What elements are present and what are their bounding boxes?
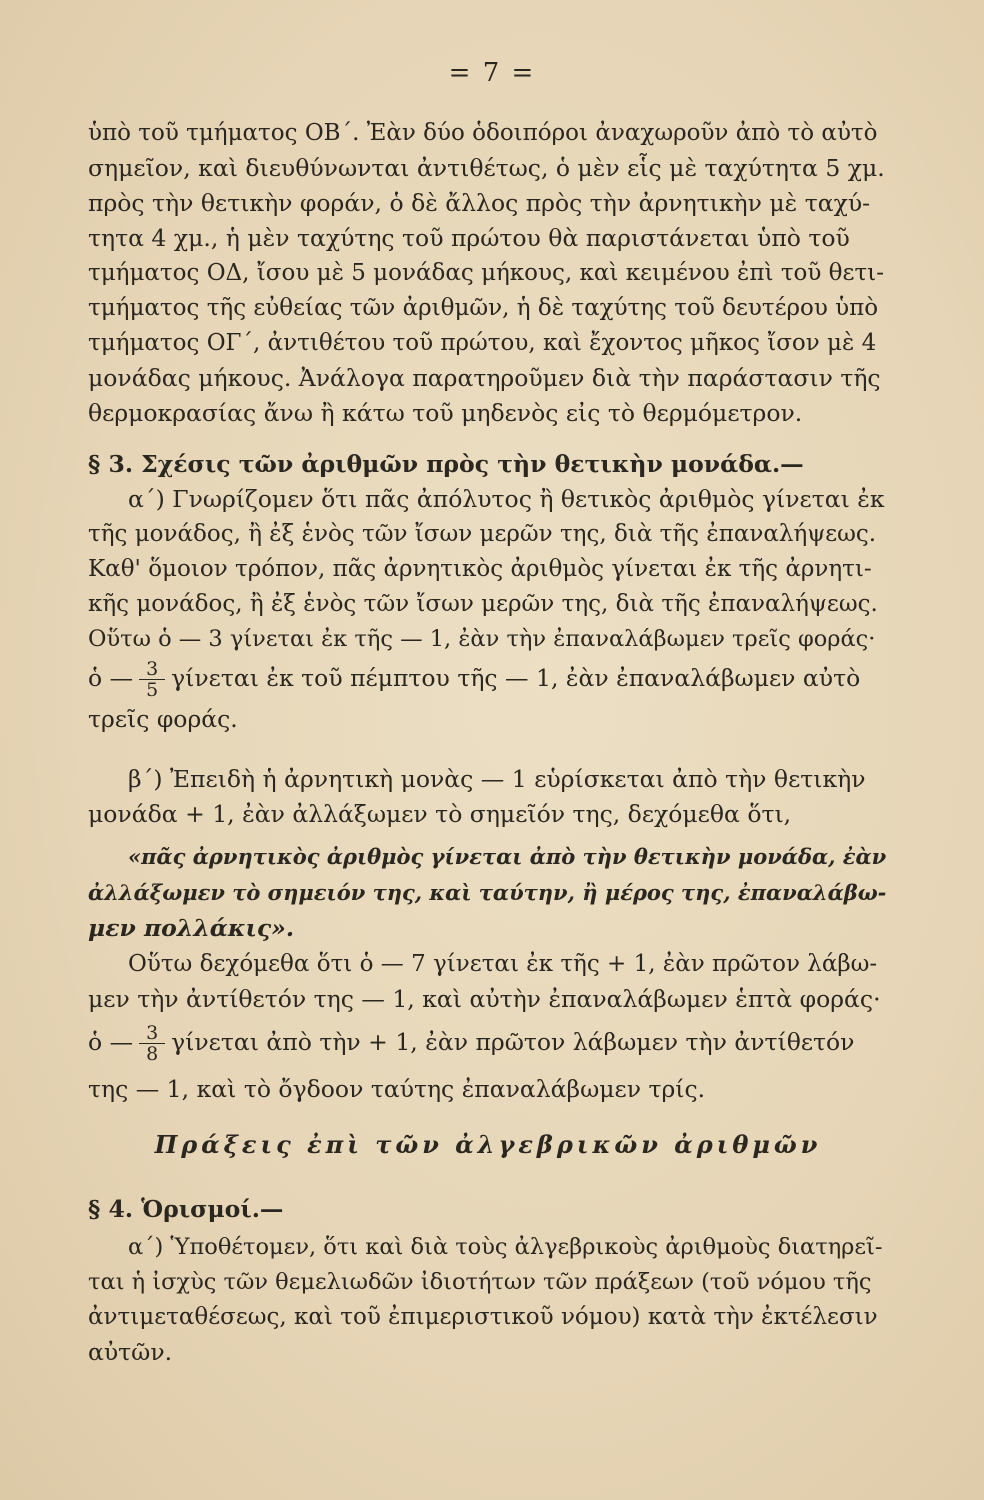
quote-line: ἀλλάξωμεν τὸ σημειόν της, καὶ ταύτην, ἢ μέρος της, ἐπαναλάβω- <box>88 880 887 905</box>
fraction-denominator: 5 <box>146 679 159 701</box>
text-line: τρεῖς φοράς. <box>88 705 238 733</box>
text-line: β΄) Ἐπειδὴ ἡ ἀρνητικὴ μονὰς — 1 εὑρίσκεται ἀπὸ τὴν θετικὴν <box>128 765 866 793</box>
text-line: α΄) Γνωρίζομεν ὅτι πᾶς ἀπόλυτος ἢ θετικὸς ἀριθμὸς γίνεται ἐκ <box>128 485 885 513</box>
text-line: ἀντιμεταθέσεως, καὶ τοῦ ἐπιμεριστικοῦ νόμου) κατὰ τὴν ἐκτέλεσιν <box>88 1304 878 1330</box>
text-line: ὑπὸ τοῦ τμήματος ΟΒ΄. Ἐὰν δύο ὁδοιπόροι ἀναχωροῦν ἀπὸ τὸ αὐτὸ <box>88 120 878 146</box>
text-line: μεν τὴν ἀντίθετόν της — 1, καὶ αὐτὴν ἐπαναλάβωμεν ἑπτὰ φοράς· <box>88 985 881 1013</box>
section-4-title: § 4. Ὁρισμοί.— <box>88 1195 284 1223</box>
text-line: Καθ' ὅμοιον τρόπον, πᾶς ἀρνητικὸς ἀριθμὸς γίνεται ἐκ τῆς ἀρνητι- <box>88 556 872 582</box>
fraction-prefix: ὁ — <box>88 664 134 692</box>
section-3-title: § 3. Σχέσις τῶν ἀριθμῶν πρὸς τὴν θετικὴν μονάδα.— <box>88 450 804 478</box>
text-line: τῆς μονάδος, ἢ ἐξ ἑνὸς τῶν ἴσων μερῶν της, διὰ τῆς ἐπαναλήψεως. <box>88 521 877 547</box>
fraction-three-fifths <box>139 659 165 700</box>
fraction-denominator: 8 <box>146 1043 159 1065</box>
text-line: αὐτῶν. <box>88 1338 173 1366</box>
text-line: μονάδας μήκους. Ἀνάλογα παρατηροῦμεν διὰ τὴν παράστασιν τῆς <box>88 364 881 392</box>
quote-line: «πᾶς ἀρνητικὸς ἀριθμὸς γίνεται ἀπὸ τὴν θετικὴν μονάδα, ἐὰν <box>128 844 887 869</box>
fraction-line-2 <box>88 1012 888 1072</box>
text-line: τητα 4 χμ., ἡ μὲν ταχύτης τοῦ πρώτου θὰ παριστάνεται ὑπὸ τοῦ <box>88 224 850 252</box>
text-line: τμήματος ΟΓ΄, ἀντιθέτου τοῦ πρώτου, καὶ ἔχοντος μῆκος ἴσον μὲ 4 <box>88 330 877 356</box>
text-line: κῆς μονάδος, ἢ ἐξ ἑνὸς τῶν ἴσων μερῶν της, διὰ τῆς ἐπαναλήψεως. <box>88 591 878 617</box>
fraction-numerator: 3 <box>146 1022 159 1044</box>
text-line: της — 1, καὶ τὸ ὄγδοον ταύτης ἐπαναλάβωμεν τρίς. <box>88 1075 706 1103</box>
text-line: ται ἡ ἰσχὺς τῶν θεμελιωδῶν ἰδιοτήτων τῶν πράξεων (τοῦ νόμου τῆς <box>88 1269 872 1295</box>
text-line: Οὕτω ὁ — 3 γίνεται ἐκ τῆς — 1, ἐὰν τὴν ἐπαναλάβωμεν τρεῖς φοράς· <box>88 626 876 652</box>
chapter-heading: Πράξεις ἐπὶ τῶν ἀλγεβρικῶν ἀριθμῶν <box>154 1130 822 1159</box>
text-line: θερμοκρασίας ἄνω ἢ κάτω τοῦ μηδενὸς εἰς τὸ θερμόμετρον. <box>88 399 803 427</box>
fraction-suffix: γίνεται ἐκ τοῦ πέμπτου τῆς — 1, ἐὰν ἐπαναλάβωμεν αὐτὸ <box>171 664 861 692</box>
fraction-numerator: 3 <box>146 658 159 680</box>
quote-line: μεν πολλάκις». <box>88 914 295 942</box>
fraction-prefix: ὁ — <box>88 1028 134 1056</box>
fraction-three-eighths <box>139 1023 165 1064</box>
text-line: Οὕτω δεχόμεθα ὅτι ὁ — 7 γίνεται ἐκ τῆς + 1, ἐὰν πρῶτον λάβω- <box>128 951 878 977</box>
page-number: = 7 = <box>448 58 536 88</box>
text-line: σημεῖον, καὶ διευθύνωνται ἀντιθέτως, ὁ μὲν εἷς μὲ ταχύτητα 5 χμ. <box>88 154 885 182</box>
text-line: πρὸς τὴν θετικὴν φοράν, ὁ δὲ ἄλλος πρὸς τὴν ἀρνητικὴν μὲ ταχύ- <box>88 189 871 217</box>
text-line: μονάδα + 1, ἐὰν ἀλλάξωμεν τὸ σημεῖόν της, δεχόμεθα ὅτι, <box>88 800 792 828</box>
text-line: τμήματος ΟΔ, ἴσου μὲ 5 μονάδας μήκους, καὶ κειμένου ἐπὶ τοῦ θετι- <box>88 260 884 286</box>
text-line: α΄) Ὑποθέτομεν, ὅτι καὶ διὰ τοὺς ἀλγεβρικοὺς ἀριθμοὺς διατηρεῖ- <box>128 1234 883 1260</box>
fraction-line-1 <box>88 648 888 708</box>
text-line: τμήματος τῆς εὐθείας τῶν ἀριθμῶν, ἡ δὲ ταχύτης τοῦ δευτέρου ὑπὸ <box>88 295 879 321</box>
fraction-suffix: γίνεται ἀπὸ τὴν + 1, ἐὰν πρῶτον λάβωμεν τὴν ἀντίθετόν <box>171 1028 855 1056</box>
